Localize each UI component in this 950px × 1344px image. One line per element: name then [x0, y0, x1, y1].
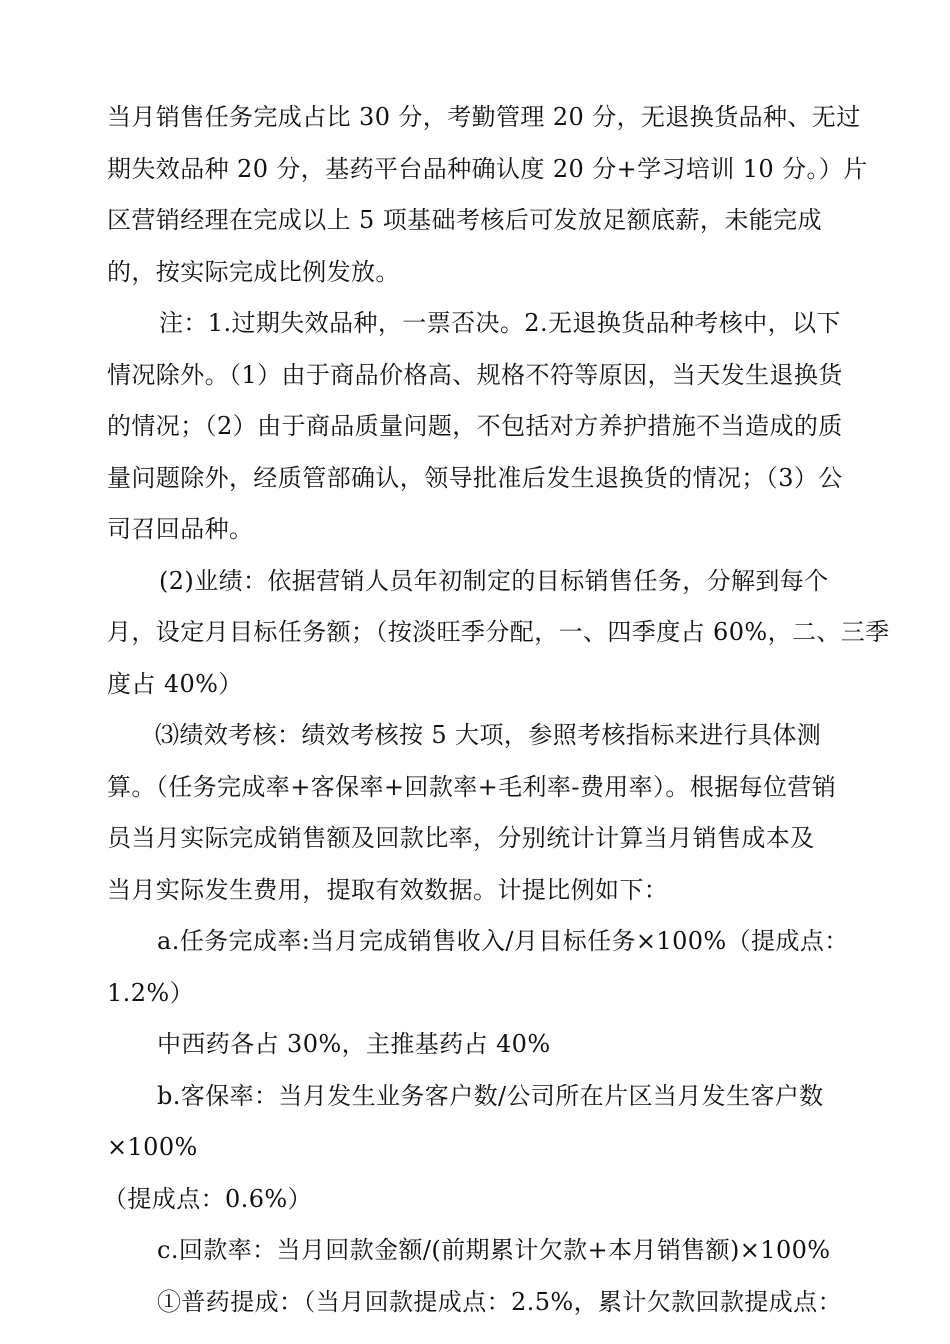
text-line: b.客保率：当月发生业务客户数/公司所在片区当月发生客户数 [157, 1081, 824, 1110]
paragraph-note [107, 298, 855, 556]
text-line: 司召回品种。 [107, 515, 254, 543]
paragraph-assessment [107, 710, 855, 916]
text-line: 情况除外。（1）由于商品价格高、规格不符等原因，当天发生退换货 [107, 360, 843, 389]
document-page [103, 92, 890, 1328]
text-line: 员当月实际完成销售额及回款比率，分别统计计算当月销售成本及 [107, 824, 815, 852]
text-line: 的，按实际完成比例发放。 [107, 257, 400, 286]
paragraph-base-salary [107, 92, 868, 298]
text-line: 当月实际发生费用，提取有效数据。计提比例如下： [107, 875, 669, 904]
text-line: 量问题除外，经质管部确认，领导批准后发生退换货的情况；（3）公 [107, 463, 843, 492]
text-line: (2)业绩：依据营销人员年初制定的目标销售任务，分解到每个 [159, 566, 829, 595]
text-line: 区营销经理在完成以上 5 项基础考核后可发放足额底薪，未能完成 [107, 206, 822, 234]
text-line: ⑶绩效考核：绩效考核按 5 大项，参照考核指标来进行具体测 [155, 721, 822, 749]
text-line: 算。（任务完成率+客保率+回款率+毛利率-费用率）。根据每位营销 [107, 772, 837, 801]
paragraph-customer-retention [107, 1071, 855, 1174]
paragraph-general-medicine-commission [107, 1277, 855, 1329]
paragraph-task-completion-rate [107, 916, 855, 1019]
text-line: ×100% [107, 1133, 198, 1161]
paragraph-collection-rate [107, 1225, 855, 1277]
text-line: 注：1.过期失效品种，一票否决。2.无退换货品种考核中，以下 [159, 309, 841, 337]
paragraph-performance [107, 556, 890, 711]
text-line: 1.2%） [107, 978, 194, 1007]
text-line: 度占 40%） [107, 669, 243, 698]
paragraph-retention-commission [103, 1174, 855, 1226]
text-line: 月，设定月目标任务额；（按淡旺季分配，一、四季度占 60%，二、三季 [107, 618, 890, 646]
text-line: 期失效品种 20 分，基药平台品种确认度 20 分+学习培训 10 分。）片 [107, 154, 868, 183]
text-line: 中西药各占 30%，主推基药占 40% [157, 1030, 551, 1058]
text-line: 当月销售任务完成占比 30 分，考勤管理 20 分，无退换货品种、无过 [107, 103, 861, 131]
text-line: ①普药提成：（当月回款提成点：2.5%，累计欠款回款提成点： [157, 1287, 842, 1316]
paragraph-medicine-share [107, 1019, 855, 1071]
text-line: c.回款率：当月回款金额/(前期累计欠款+本月销售额)×100% [157, 1236, 831, 1264]
text-line: （提成点：0.6%） [103, 1184, 312, 1213]
text-line: 的情况；（2）由于商品质量问题，不包括对方养护措施不当造成的质 [107, 412, 843, 440]
text-line: a.任务完成率:当月完成销售收入/月目标任务×100%（提成点： [157, 927, 849, 955]
